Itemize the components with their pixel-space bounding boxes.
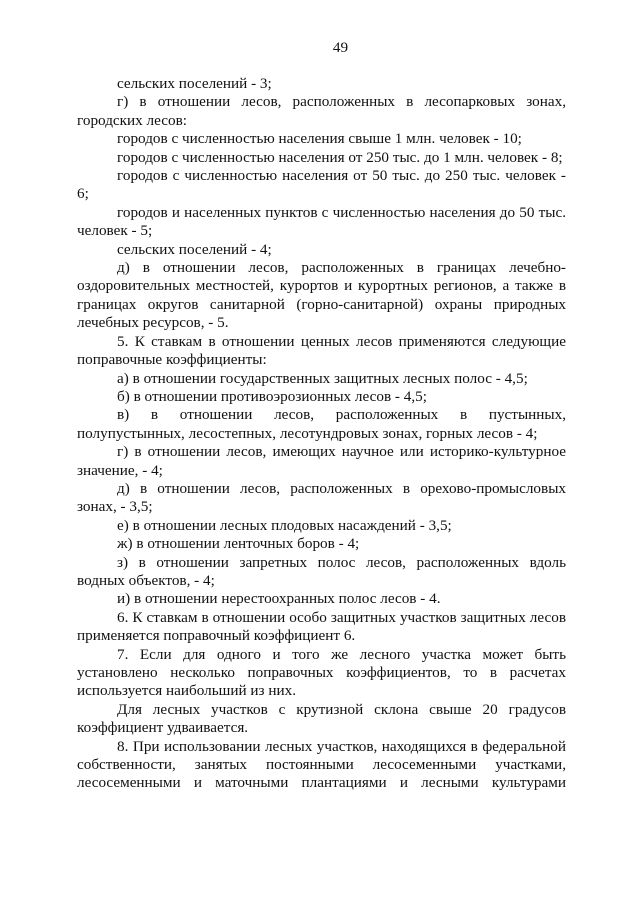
document-page <box>77 33 566 793</box>
document-paragraph: городов с численностью населения от 50 тыс. до 250 тыс. человек - 6; <box>77 167 566 203</box>
document-body <box>77 75 566 793</box>
document-paragraph: сельских поселений - 4; <box>117 240 272 258</box>
page-number: 49 <box>332 39 349 56</box>
document-paragraph: д) в отношении лесов, расположенных в орехово-промысловых зонах, - 3,5; <box>77 479 566 516</box>
document-paragraph: и) в отношении нерестоохранных полос лесов - 4. <box>117 590 441 608</box>
document-paragraph: городов с численностью населения от 250 тыс. до 1 млн. человек - 8; <box>117 148 563 166</box>
document-paragraph: городов с численностью населения свыше 1 млн. человек - 10; <box>117 130 522 148</box>
document-paragraph: 5. К ставкам в отношении ценных лесов применяются следующие поправочные коэффициенты: <box>77 332 566 369</box>
document-paragraph: д) в отношении лесов, расположенных в границах лечебно-оздоровительных местностей, курортов и курортных регионов, а также в границах округов санитарной (горно-санитарной) охраны природных лечебных ресурсов, - 5. <box>77 259 566 332</box>
document-paragraph: Для лесных участков с крутизной склона свыше 20 градусов коэффициент удваивается. <box>77 700 566 737</box>
document-paragraph: 8. При использовании лесных участков, находящихся в федеральной собственности, занятых постоянными лесосеменными участками, лесосеменными и маточными плантациями и лесными культурами <box>77 737 566 792</box>
document-paragraph: 6. К ставкам в отношении особо защитных участков защитных лесов применяется поправочный коэффициент 6. <box>77 608 566 645</box>
document-paragraph: городов и населенных пунктов с численностью населения до 50 тыс. человек - 5; <box>77 203 566 240</box>
document-paragraph: г) в отношении лесов, расположенных в лесопарковых зонах, городских лесов: <box>77 93 566 129</box>
document-paragraph: 7. Если для одного и того же лесного участка может быть установлено несколько поправочных коэффициентов, то в расчетах используется наибольший из них. <box>77 645 566 700</box>
document-paragraph: г) в отношении лесов, имеющих научное или историко-культурное значение, - 4; <box>77 443 566 479</box>
document-paragraph: е) в отношении лесных плодовых насаждений - 3,5; <box>117 516 452 534</box>
document-paragraph: ж) в отношении ленточных боров - 4; <box>117 535 360 553</box>
document-paragraph: а) в отношении государственных защитных лесных полос - 4,5; <box>117 369 528 387</box>
document-paragraph: б) в отношении противоэрозионных лесов - 4,5; <box>117 387 427 405</box>
document-paragraph: сельских поселений - 3; <box>117 75 272 92</box>
document-paragraph: з) в отношении запретных полос лесов, расположенных вдоль водных объектов, - 4; <box>77 553 566 589</box>
document-paragraph: в) в отношении лесов, расположенных в пустынных, полупустынных, лесостепных, лесотундровых зонах, горных лесов - 4; <box>77 406 566 442</box>
